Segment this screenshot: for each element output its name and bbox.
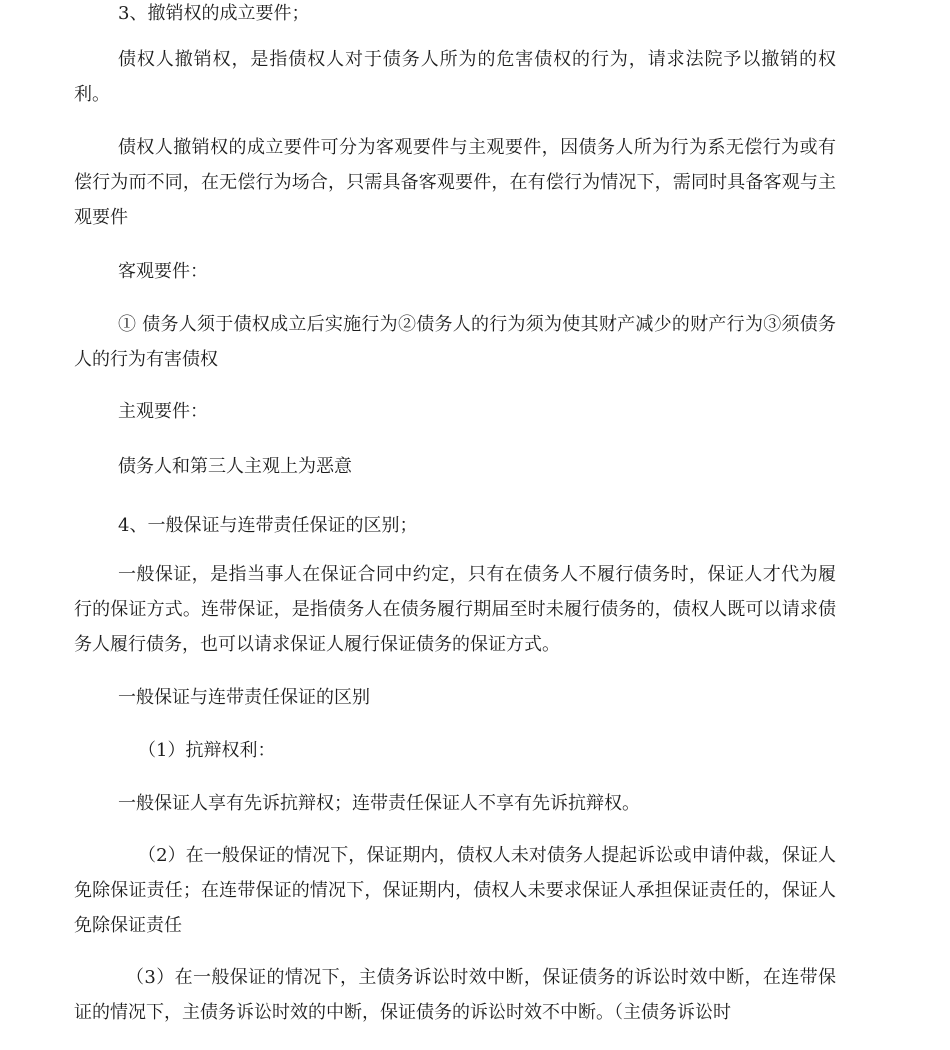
paragraph: 一般保证与连带责任保证的区别 (118, 687, 370, 708)
paragraph: 一般保证，是指当事人在保证合同中约定，只有在债务人不履行债务时，保证人才代为履行的保证方式。连带保证，是指债务人在债务履行期届至时未履行债务的，债权人既可以请求债务人履行债务，也可以请求保证人履行保证债务的保证方式。 (74, 564, 836, 655)
list-item: （3）在一般保证的情况下，主债务诉讼时效中断，保证债务的诉讼时效中断，在连带保证的情况下，主债务诉讼时效的中断，保证债务的诉讼时效不中断。（主债务诉讼时 (74, 967, 836, 1023)
subheading-subjective-requirements: 主观要件： (118, 401, 208, 422)
paragraph: 债权人撤销权的成立要件可分为客观要件与主观要件，因债务人所为行为系无偿行为或有偿行为而不同，在无偿行为场合，只需具备客观要件，在有偿行为情况下，需同时具备客观与主观要件 (74, 137, 836, 228)
section-heading-3: 3、撤销权的成立要件； (118, 3, 310, 24)
list-item-heading: （1）抗辩权利： (138, 740, 276, 761)
paragraph: 一般保证人享有先诉抗辩权；连带责任保证人不享有先诉抗辩权。 (118, 793, 640, 814)
section-heading-4: 4、一般保证与连带责任保证的区别； (118, 515, 418, 536)
subheading-objective-requirements: 客观要件： (118, 261, 208, 282)
paragraph: 债务人和第三人主观上为恶意 (118, 456, 352, 477)
paragraph: 债权人撤销权，是指债权人对于债务人所为的危害债权的行为，请求法院予以撤销的权利。 (74, 49, 836, 105)
paragraph: ① 债务人须于债权成立后实施行为②债务人的行为须为使其财产减少的财产行为③须债务人的行为有害债权 (74, 314, 836, 370)
list-item: （2）在一般保证的情况下，保证期内，债权人未对债务人提起诉讼或申请仲裁，保证人免除保证责任；在连带保证的情况下，保证期内，债权人未要求保证人承担保证责任的，保证人免除保证责任 (74, 845, 836, 936)
